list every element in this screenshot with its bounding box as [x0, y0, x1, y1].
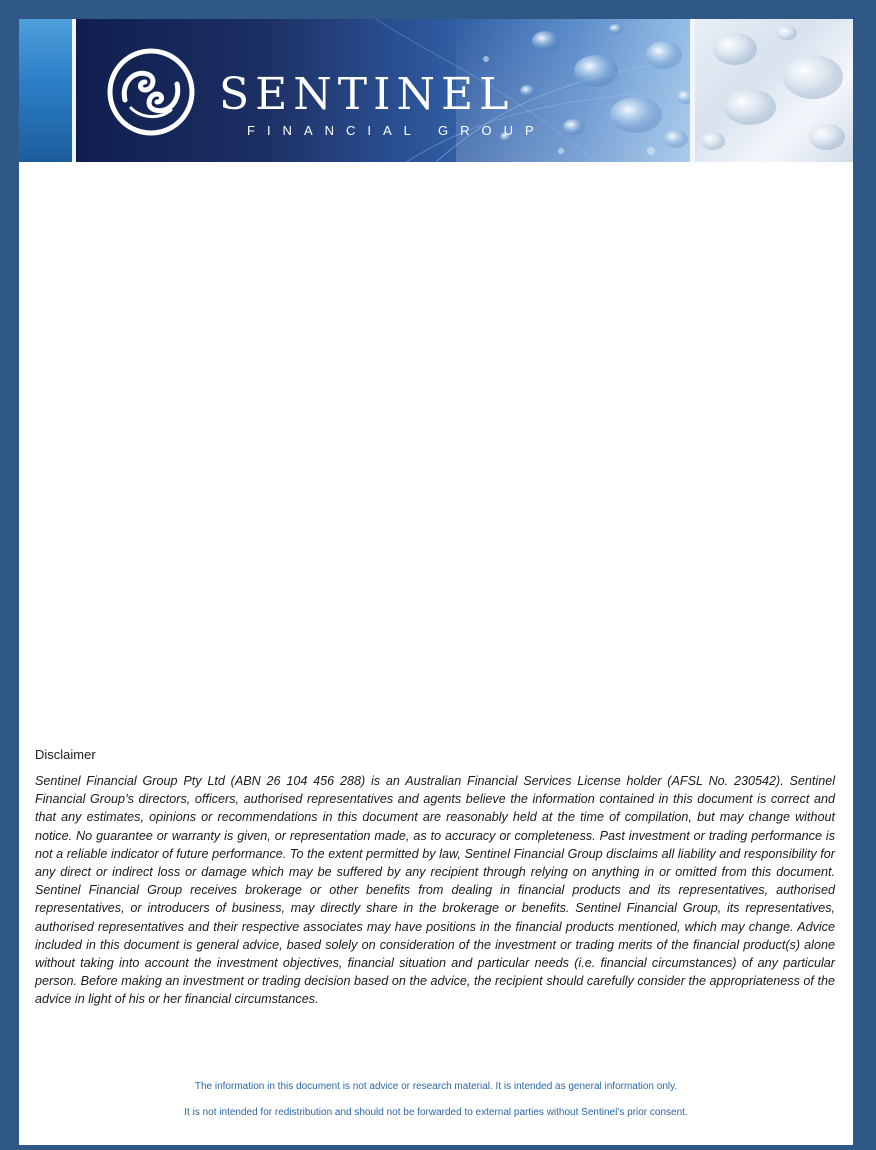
disclaimer-heading: Disclaimer: [35, 747, 96, 762]
brand-subtitle: FINANCIAL GROUP: [247, 123, 546, 138]
footer-notice-redistribution: It is not intended for redistribution and should not be forwarded to external parties without Sentinel’s prior consent.: [184, 1107, 688, 1118]
sentinel-logo-icon: [107, 48, 195, 136]
footer-notice-general-info: The information in this document is not advice or research material. It is intended as general information only.: [194, 1081, 678, 1092]
brand-name: SENTINEL: [219, 69, 515, 120]
disclaimer-text: Sentinel Financial Group Pty Ltd (ABN 26 104 456 288) is an Australian Financial Services License holder (AFSL No. 230542). Sentinel Financial Group’s directors, officers, authorised representatives and agents believe the information contained in this document is correct and that any estimates, opinions or recommendations in this document are reasonably held at the time of compilation, but may change without notice. No guarantee or warranty is given, or representation made, as to accuracy or completeness. Past investment or trading performance is not a reliable indicator of future performance. To the extent permitted by law, Sentinel Financial Group disclaims all liability and responsibility for any direct or indirect loss or damage which may be suffered by any recipient through relying on anything in or omitted from this document. Sentinel Financial Group receives brokerage or other benefits from dealing in financial products and its representatives, authorised representatives, or introducers of business, may directly share in the brokerage or benefits. Sentinel Financial Group, its representatives, authorised representatives and their respective associates may have positions in the financial products mentioned, which may change. Advice included in this document is general advice, based solely on consideration of the investment or trading merits of the financial product(s) alone without taking into account the investment objectives, financial situation and particular needs (i.e. financial circumstances) of any particular person. Before making an investment or trading decision based on the advice, the recipient should carefully consider the appropriateness of the advice in light of his or her financial circumstances.: [35, 774, 835, 1007]
banner-accent-strip: [19, 19, 72, 162]
water-drops-photo: [695, 19, 853, 162]
header-banner: [19, 19, 853, 162]
letterhead-page: [19, 19, 853, 1145]
banner-photo-panel: [695, 19, 853, 162]
